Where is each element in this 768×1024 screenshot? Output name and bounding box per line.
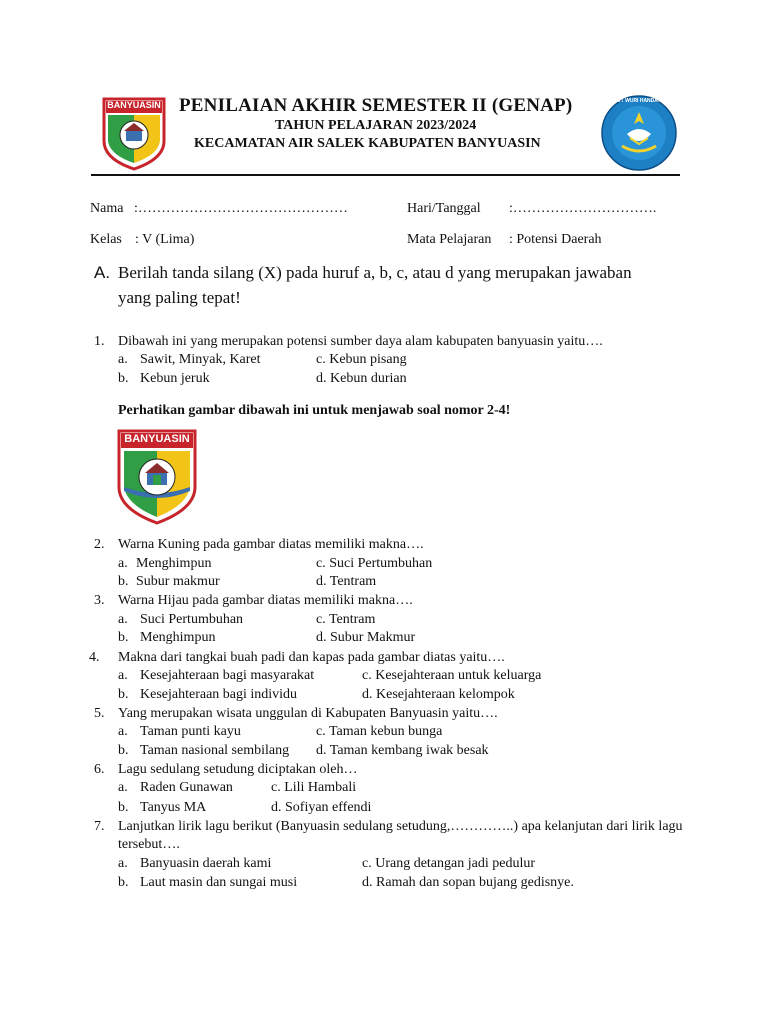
option-b-letter: b.	[118, 800, 129, 815]
banyuasin-logo-left	[102, 97, 166, 171]
option-a-letter: a.	[118, 856, 128, 871]
image-instruction-note: Perhatikan gambar dibawah ini untuk menjawab soal nomor 2-4!	[118, 403, 511, 418]
option-a[interactable]: Kesejahteraan bagi masyarakat	[140, 668, 315, 683]
option-d[interactable]: d. Kebun durian	[316, 371, 407, 386]
question-text: Lanjutkan lirik lagu berikut (Banyuasin sedulang setudung,…………..) apa kelanjutan dari lirik lagu	[118, 819, 683, 834]
question-number: 7.	[94, 819, 105, 834]
kelas-value: : V (Lima)	[135, 232, 195, 247]
school-year: TAHUN PELAJARAN 2023/2024	[275, 118, 477, 133]
section-instruction-line2: yang paling tepat!	[118, 288, 241, 307]
option-a-letter: a.	[118, 668, 128, 683]
option-b[interactable]: Kebun jeruk	[140, 371, 210, 386]
option-a[interactable]: Taman punti kayu	[140, 724, 241, 739]
option-d[interactable]: d. Ramah dan sopan bujang gedisnye.	[362, 875, 574, 890]
option-b-letter: b.	[118, 687, 129, 702]
option-b-letter: b.	[118, 371, 129, 386]
question-text-continued: tersebut….	[118, 837, 180, 852]
option-b[interactable]: Tanyus MA	[140, 800, 207, 815]
logo-center-label: BANYUASIN	[124, 433, 190, 445]
option-a[interactable]: Sawit, Minyak, Karet	[140, 352, 261, 367]
option-b[interactable]: Kesejahteraan bagi individu	[140, 687, 298, 702]
option-b[interactable]: Taman nasional sembilang	[140, 743, 290, 758]
kelas-label: Kelas	[90, 232, 122, 247]
option-d[interactable]: d. Taman kembang iwak besak	[316, 743, 489, 758]
nama-label: Nama	[90, 201, 124, 216]
question-text: Makna dari tangkai buah padi dan kapas pada gambar diatas yaitu….	[118, 650, 505, 665]
option-b-letter: b.	[118, 875, 129, 890]
option-a[interactable]: Banyuasin daerah kami	[140, 856, 272, 871]
option-c[interactable]: c. Urang detangan jadi pedulur	[362, 856, 535, 871]
option-a-letter: a.	[118, 724, 128, 739]
option-b-letter: b.	[118, 574, 129, 589]
option-d[interactable]: d. Sofiyan effendi	[271, 800, 372, 815]
question-text: Warna Kuning pada gambar diatas memiliki makna….	[118, 537, 424, 552]
option-a-letter: a.	[118, 352, 128, 367]
hari-tanggal-label: Hari/Tanggal	[407, 201, 481, 216]
question-number: 4.	[89, 650, 100, 665]
question-number: 2.	[94, 537, 105, 552]
logo-right-ring-label: TUT WURI HANDAYANI	[614, 98, 669, 104]
option-a-letter: a.	[118, 780, 128, 795]
question-number: 6.	[94, 762, 105, 777]
tut-wuri-handayani-logo	[600, 94, 678, 172]
option-d[interactable]: d. Subur Makmur	[316, 630, 416, 645]
option-a[interactable]: Menghimpun	[136, 556, 212, 571]
option-b[interactable]: Subur makmur	[136, 574, 220, 589]
question-text: Yang merupakan wisata unggulan di Kabupaten Banyuasin yaitu….	[118, 706, 498, 721]
option-d[interactable]: d. Kesejahteraan kelompok	[362, 687, 515, 702]
option-c[interactable]: c. Lili Hambali	[271, 780, 357, 795]
question-text: Warna Hijau pada gambar diatas memiliki makna….	[118, 593, 413, 608]
option-b[interactable]: Menghimpun	[140, 630, 216, 645]
exam-title: PENILAIAN AKHIR SEMESTER II (GENAP)	[179, 95, 573, 116]
option-c[interactable]: c. Suci Pertumbuhan	[316, 556, 433, 571]
hari-tanggal-field[interactable]: :………………………….	[509, 201, 657, 216]
logo-left-label: BANYUASIN	[107, 100, 161, 110]
option-b-letter: b.	[118, 630, 129, 645]
option-c[interactable]: c. Taman kebun bunga	[316, 724, 443, 739]
option-a-letter: a.	[118, 612, 128, 627]
option-c[interactable]: c. Tentram	[316, 612, 376, 627]
nama-field[interactable]: :………………………………………	[134, 201, 348, 216]
section-instruction-line1: Berilah tanda silang (X) pada huruf a, b, c, atau d yang merupakan jawaban	[118, 263, 632, 282]
question-number: 3.	[94, 593, 105, 608]
option-a[interactable]: Suci Pertumbuhan	[140, 612, 244, 627]
option-b-letter: b.	[118, 743, 129, 758]
mata-pelajaran-label: Mata Pelajaran	[407, 232, 492, 247]
option-b[interactable]: Laut masin dan sungai musi	[140, 875, 298, 890]
banyuasin-logo-center	[117, 429, 197, 525]
question-number: 1.	[94, 334, 105, 349]
option-a-letter: a.	[118, 556, 128, 571]
question-text: Dibawah ini yang merupakan potensi sumber daya alam kabupaten banyuasin yaitu….	[118, 334, 603, 349]
question-number: 5.	[94, 706, 105, 721]
option-a[interactable]: Raden Gunawan	[140, 780, 233, 795]
question-text: Lagu sedulang setudung diciptakan oleh…	[118, 762, 358, 777]
option-c[interactable]: c. Kebun pisang	[316, 352, 407, 367]
option-c[interactable]: c. Kesejahteraan untuk keluarga	[362, 668, 542, 683]
mata-pelajaran-value: : Potensi Daerah	[509, 232, 602, 247]
option-d[interactable]: d. Tentram	[316, 574, 377, 589]
district-name: KECAMATAN AIR SALEK KABUPATEN BANYUASIN	[194, 136, 541, 151]
section-letter: A.	[94, 263, 111, 282]
header-rule-thick	[91, 174, 680, 176]
